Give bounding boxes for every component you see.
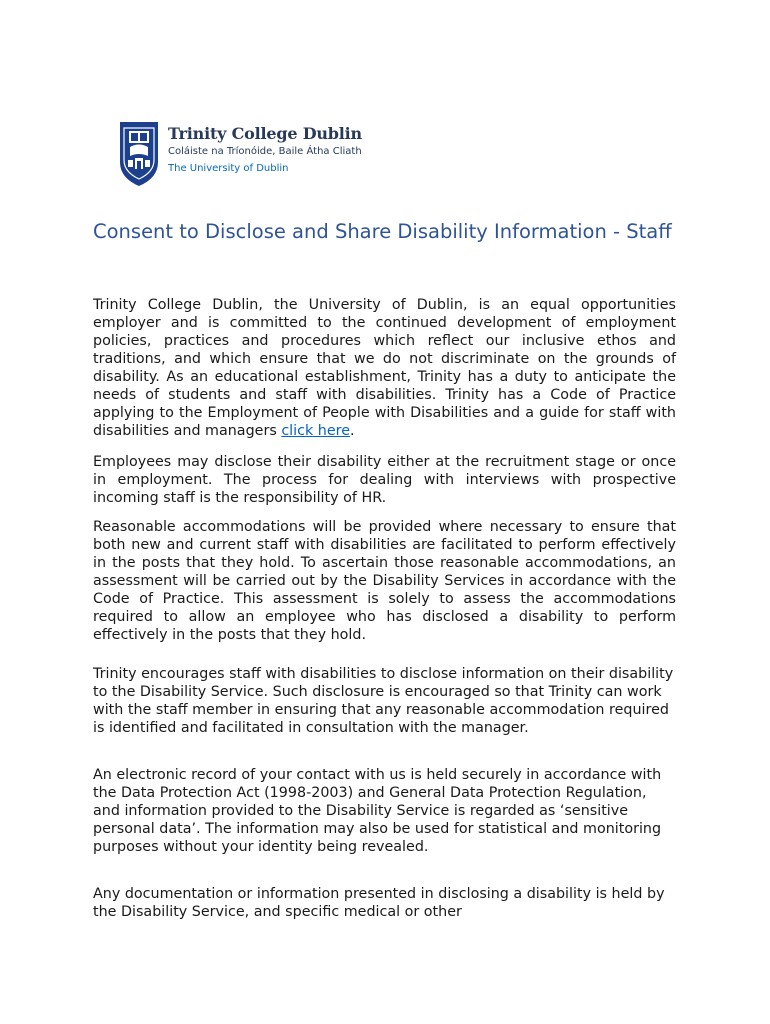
tcd-crest-icon: [120, 122, 158, 186]
logo-university-subtitle: The University of Dublin: [168, 163, 289, 174]
paragraph-disclosure: Employees may disclose their disability either at the recruitment stage or once in employment. The process for dealing with interviews with prospective incoming staff is the responsibility of HR.: [93, 454, 676, 506]
click-here-link[interactable]: click here: [281, 423, 351, 439]
paragraph-encouragement: Trinity encourages staff with disabilities to disclose information on their disability to the Disability Service. Such disclosure is encouraged so that Trinity can work with the staff member in ensuring that any reasonable accommodation required is identified and facilitated in consultation with the manager.: [93, 666, 674, 736]
tcd-logo: [120, 122, 362, 186]
paragraph-data-protection: An electronic record of your contact with us is held securely in accordance with the Data Protection Act (1998-2003) and General Data Protection Regulation, and information provided to the Disability Service is regarded as ‘sensitive personal data’. The information may also be used for statistical and monitoring purposes without your identity being revealed.: [93, 767, 662, 855]
logo-university-name: Trinity College Dublin: [168, 124, 362, 143]
document-title: Consent to Disclose and Share Disability Information - Staff: [93, 220, 672, 243]
paragraph-intro-end: .: [350, 423, 355, 439]
paragraph-documentation: Any documentation or information presented in disclosing a disability is held by the Disability Service, and specific medical or other: [93, 886, 665, 920]
paragraph-intro-text: Trinity College Dublin, the University of Dublin, is an equal opportunities employer and is committed to the continued development of employment policies, practices and procedures which reflect our inclusive ethos and traditions, and which ensure that we do not discriminate on the grounds of disability. As an educational establishment, Trinity has a duty to anticipate the needs of students and staff with disabilities. Trinity has a Code of Practice applying to the Employment of People with Disabilities and a guide for staff with disabilities and managers: [93, 297, 676, 439]
paragraph-accommodations: Reasonable accommodations will be provided where necessary to ensure that both new and current staff with disabilities are facilitated to perform effectively in the posts that they hold. To ascertain those reasonable accommodations, an assessment will be carried out by the Disability Services in accordance with the Code of Practice. This assessment is solely to assess the accommodations required to allow an employee who has disclosed a disability to perform effectively in the posts that they hold.: [93, 519, 676, 643]
paragraph-intro: [93, 296, 676, 440]
logo-irish-name: Coláiste na Tríonóide, Baile Átha Cliath: [168, 146, 362, 157]
